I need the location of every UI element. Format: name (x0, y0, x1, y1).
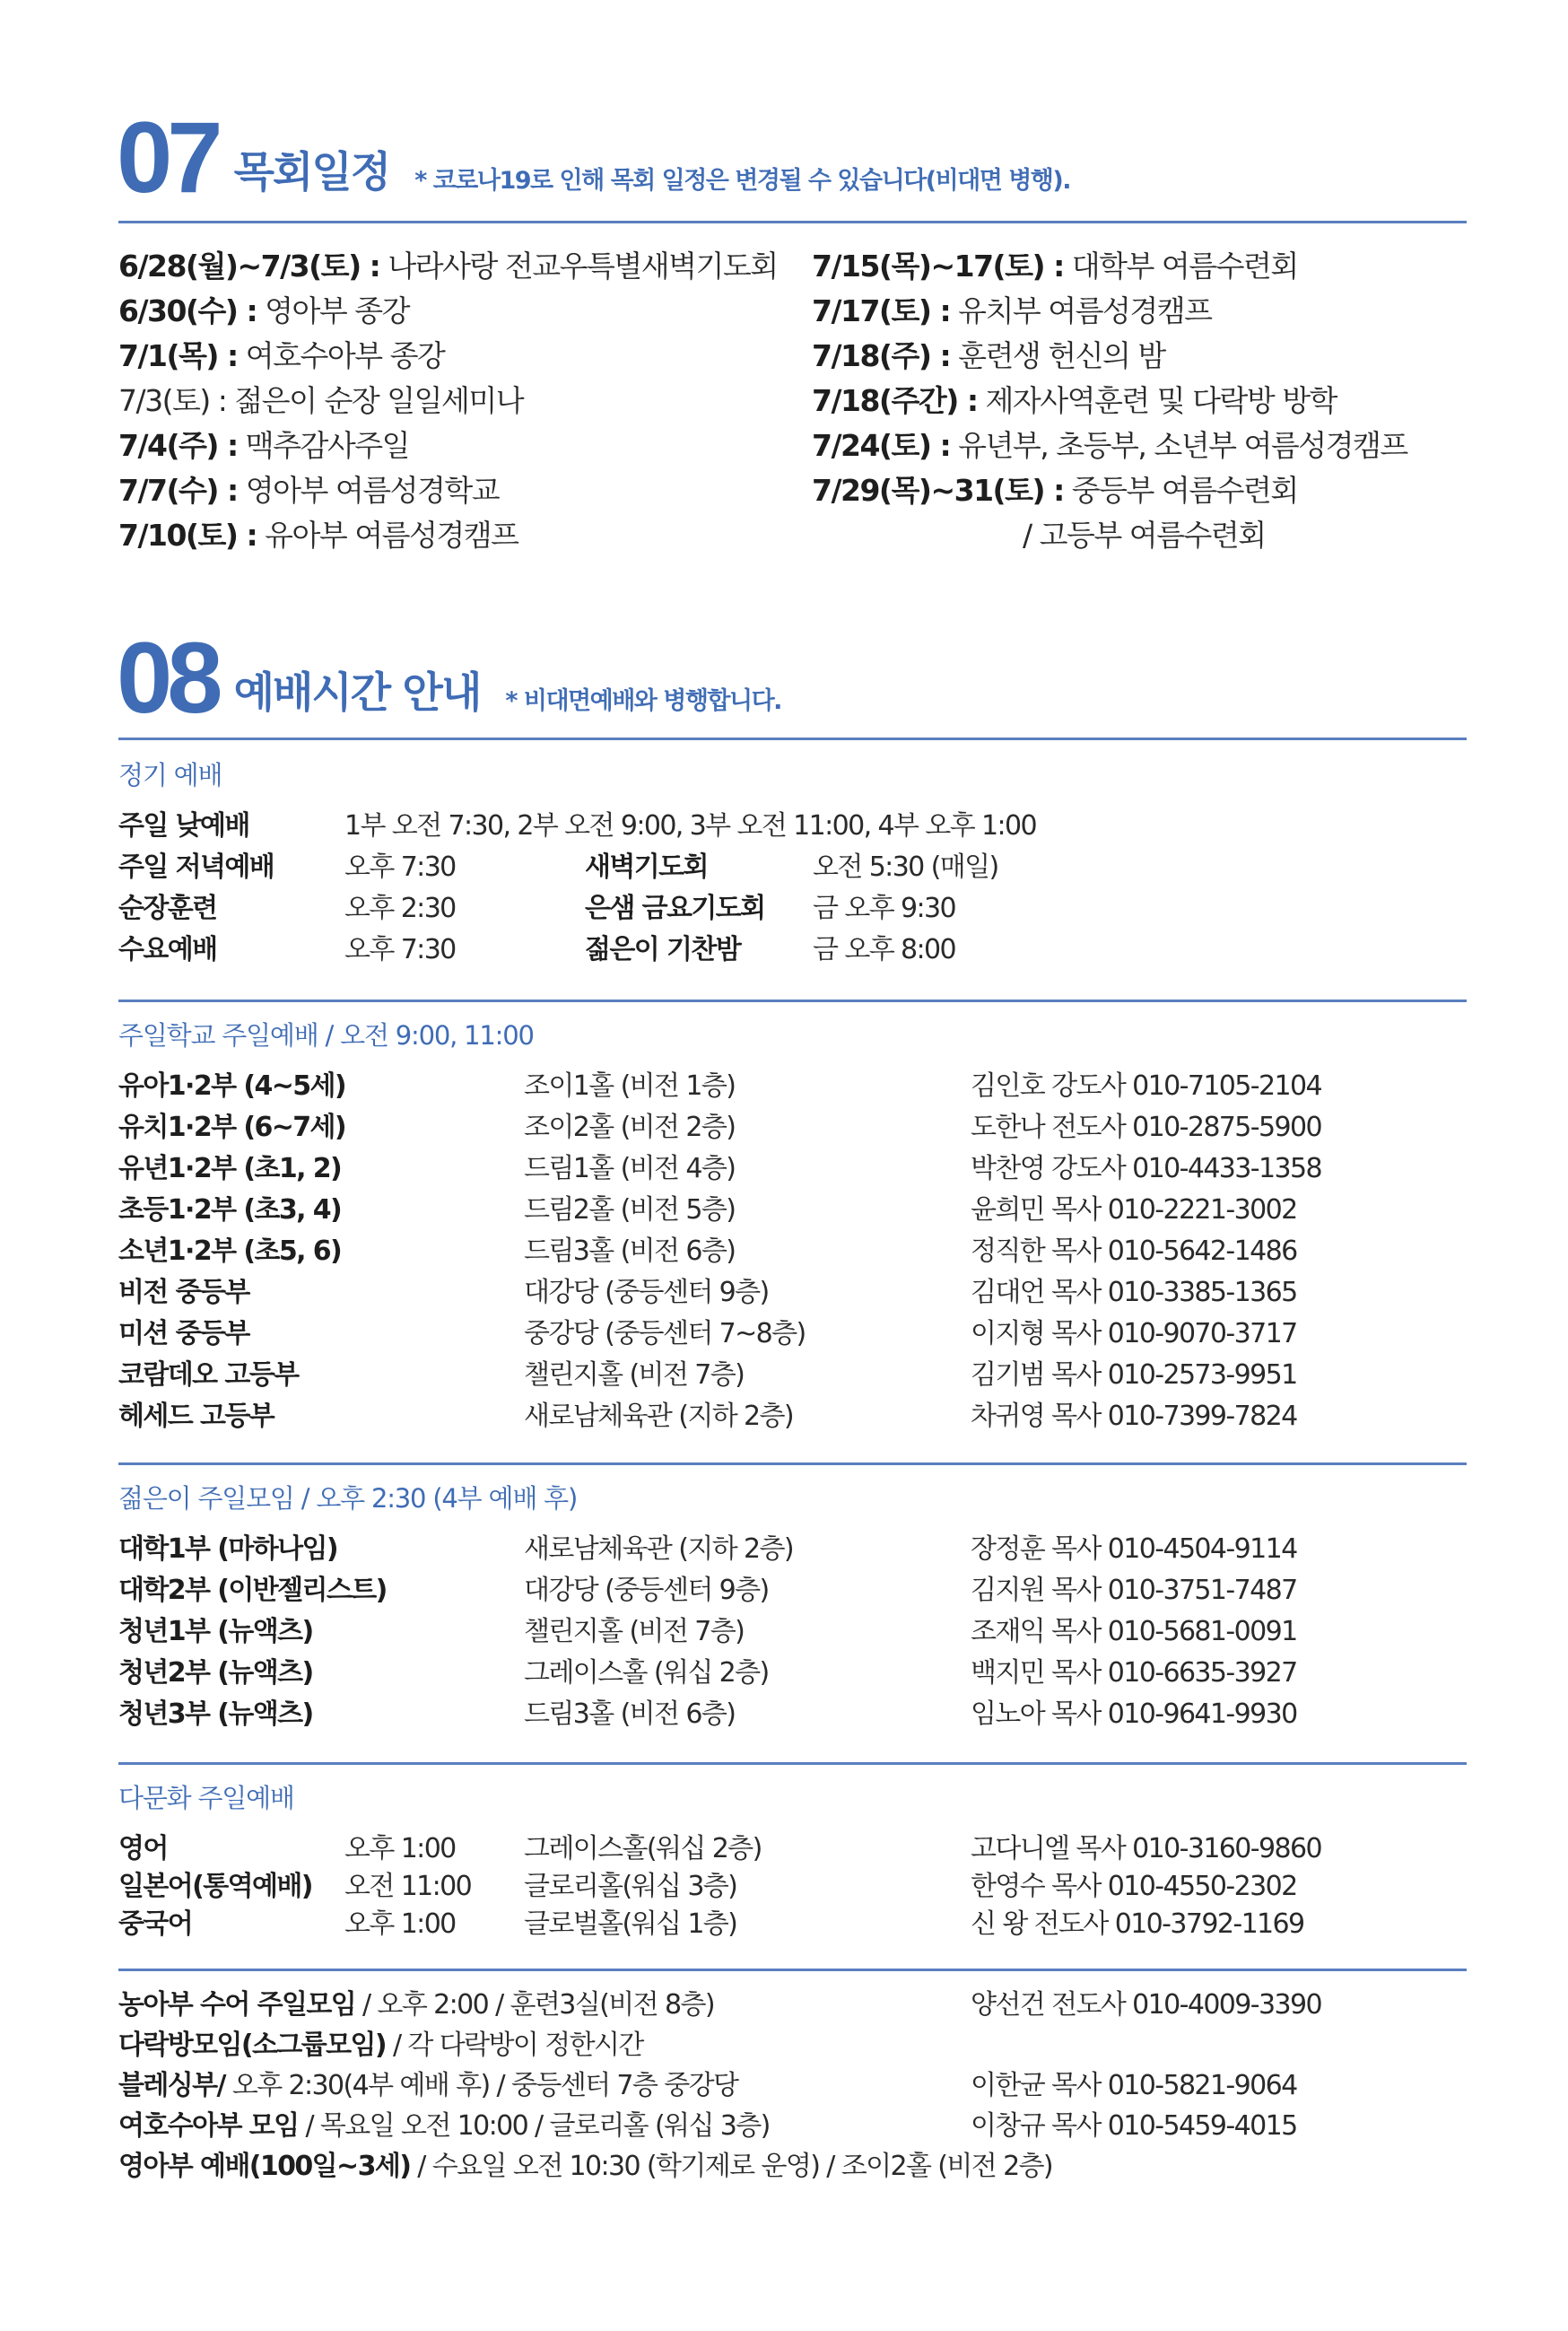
dept-name: 헤세드 고등부 (118, 1401, 274, 1432)
divider (118, 738, 1467, 740)
dept-place: 드림3홀 (비전 6층) (524, 1235, 736, 1267)
table-row (118, 1611, 1467, 1653)
schedule-date: 7/29(목)~31(토) : (812, 473, 1064, 508)
schedule-date: 7/15(목)~17(토) : (812, 249, 1064, 284)
dept-name: 청년1부 (뉴액츠) (118, 1616, 313, 1647)
multicultural-heading: 다문화 주일예배 (118, 1783, 294, 1813)
dept-name: 대학1부 (마하나임) (118, 1533, 338, 1565)
schedule-text: 영아부 여름성경학교 (237, 473, 500, 508)
other-row (118, 1985, 1467, 2026)
section-07-number: 07 (117, 101, 218, 214)
regular-row (118, 847, 1467, 888)
service-time: 오후 7:30 (344, 934, 456, 965)
schedule-date: 6/28(월)~7/3(토) : (118, 249, 380, 284)
dept-contact: 신 왕 전도사 010-3792-1169 (971, 1908, 1304, 1940)
dept-place: 드림3홀 (비전 6층) (524, 1698, 736, 1730)
section-07-note: * 코로나19로 인해 목회 일정은 변경될 수 있습니다(비대면 병행). (414, 167, 1070, 195)
dept-place: 드림2홀 (비전 5층) (524, 1194, 736, 1226)
service-time: 금 오후 9:30 (813, 893, 955, 924)
table-row (118, 1829, 1467, 1870)
heading-sub: / 오후 2:30 (4부 예배 후) (293, 1483, 578, 1514)
section-08-note: * 비대면예배와 병행합니다. (505, 687, 781, 715)
schedule-item (812, 379, 1407, 423)
dept-place: 그레이스홀(워십 2층) (524, 1833, 762, 1864)
dept-place: 대강당 (중등센터 9층) (524, 1277, 769, 1308)
schedule-date: 6/30(수) : (118, 293, 257, 328)
dept-name: 유아1·2부 (4~5세) (118, 1070, 346, 1102)
schedule-item (118, 468, 778, 513)
divider (118, 1000, 1467, 1002)
gathering-name: 영아부 예배(100일~3세) (118, 2151, 411, 2182)
divider (118, 1462, 1467, 1465)
schedule-item (812, 423, 1407, 468)
sunday-school-heading (118, 1016, 534, 1052)
language-name: 영어 (118, 1833, 168, 1864)
schedule-text: 제자사역훈련 및 다락방 방학 (977, 383, 1337, 418)
dept-place: 그레이스홀 (워십 2층) (524, 1657, 769, 1689)
schedule-date: 7/17(토) : (812, 293, 951, 328)
dept-contact: 양선건 전도사 010-4009-3390 (971, 1989, 1321, 2021)
dept-contact: 윤희민 목사 010-2221-3002 (971, 1194, 1297, 1226)
other-row (118, 2025, 1467, 2066)
gathering-info (118, 2025, 643, 2066)
service-name: 수요예배 (118, 934, 217, 965)
schedule-date: 7/24(토) : (812, 428, 951, 463)
gathering-detail: / 수요일 오전 10:30 (학기제로 운영) / 조이2홀 (비전 2층) (410, 2151, 1053, 2182)
gathering-name: 블레싱부/ (118, 2070, 225, 2101)
schedule-text: 유치부 여름성경캠프 (950, 293, 1212, 328)
schedule-date: 7/18(주간) : (812, 383, 978, 418)
dept-name: 미션 중등부 (118, 1318, 249, 1349)
dept-place: 새로남체육관 (지하 2층) (524, 1401, 793, 1432)
regular-row (118, 806, 1467, 847)
schedule-date: 7/18(주) : (812, 338, 951, 373)
other-row (118, 2146, 1467, 2187)
section-08-title: 예배시간 안내 (233, 668, 481, 718)
schedule-item (118, 244, 778, 289)
dept-contact: 조재익 목사 010-5681-0091 (971, 1616, 1297, 1647)
service-time: 오전 11:00 (344, 1871, 472, 1902)
schedule-item (812, 334, 1407, 379)
schedule-item (118, 513, 778, 558)
schedule-text: 나라사랑 전교우특별새벽기도회 (379, 249, 778, 284)
dept-contact: 정직한 목사 010-5642-1486 (971, 1235, 1297, 1267)
gathering-info (118, 1985, 714, 2026)
service-time: 오전 5:30 (매일) (813, 851, 998, 883)
table-row (118, 1570, 1467, 1611)
service-name: 젊은이 기찬밤 (585, 934, 741, 965)
schedule-item (118, 423, 778, 468)
regular-row (118, 888, 1467, 930)
schedule-item (118, 379, 778, 423)
schedule-text: 여호수아부 종강 (237, 338, 445, 373)
dept-place: 글로벌홀(워십 1층) (524, 1908, 737, 1940)
dept-name: 코람데오 고등부 (118, 1359, 299, 1391)
service-time: 오후 7:30 (344, 851, 456, 883)
service-time: 1부 오전 7:30, 2부 오전 9:00, 3부 오전 11:00, 4부 오후 1:00 (344, 810, 1036, 842)
dept-contact: 이창규 목사 010-5459-4015 (971, 2110, 1297, 2142)
service-name: 순장훈련 (118, 893, 217, 924)
table-row (118, 1107, 1467, 1148)
dept-contact: 백지민 목사 010-6635-3927 (971, 1657, 1297, 1689)
table-row (118, 1653, 1467, 1694)
divider (118, 221, 1467, 223)
schedule-right (812, 244, 1407, 558)
service-time: 오후 1:00 (344, 1833, 456, 1864)
service-name: 은샘 금요기도회 (585, 893, 765, 924)
dept-contact: 도한나 전도사 010-2875-5900 (971, 1112, 1321, 1143)
schedule-text: 훈련생 헌신의 밤 (950, 338, 1165, 373)
other-row (118, 2065, 1467, 2107)
table-row (118, 1272, 1467, 1314)
table-row (118, 1190, 1467, 1231)
dept-name: 초등1·2부 (초3, 4) (118, 1194, 342, 1226)
schedule-text: 7/3(토) : 젊은이 순장 일일세미나 (118, 383, 524, 418)
dept-contact: 차귀영 목사 010-7399-7824 (971, 1401, 1297, 1432)
service-time: 금 오후 8:00 (813, 934, 955, 965)
gathering-name: 여호수아부 모임 (118, 2110, 299, 2142)
schedule-date: 7/1(목) : (118, 338, 238, 373)
gathering-info (118, 2065, 737, 2107)
heading-sub: / 오전 9:00, 11:00 (318, 1020, 534, 1051)
divider (118, 1762, 1467, 1765)
schedule-text: 유아부 여름성경캠프 (257, 518, 518, 553)
dept-name: 유년1·2부 (초1, 2) (118, 1153, 342, 1184)
dept-place: 조이2홀 (비전 2층) (524, 1112, 736, 1143)
regular-worship-heading: 정기 예배 (118, 760, 222, 790)
table-row (118, 1355, 1467, 1396)
dept-name: 비전 중등부 (118, 1277, 249, 1308)
dept-contact: 김대언 목사 010-3385-1365 (971, 1277, 1297, 1308)
other-row (118, 2106, 1467, 2147)
dept-place: 챌린지홀 (비전 7층) (524, 1359, 745, 1391)
dept-name: 대학2부 (이반젤리스트) (118, 1575, 387, 1606)
dept-contact: 고다니엘 목사 010-3160-9860 (971, 1833, 1321, 1864)
table-row (118, 1314, 1467, 1355)
service-name: 주일 낮예배 (118, 810, 249, 842)
service-name: 새벽기도회 (585, 851, 708, 883)
gathering-info (118, 2106, 770, 2147)
dept-place: 중강당 (중등센터 7~8층) (524, 1318, 806, 1349)
dept-name: 청년2부 (뉴액츠) (118, 1657, 313, 1689)
table-row (118, 1694, 1467, 1735)
schedule-item (118, 334, 778, 379)
divider (118, 1969, 1467, 1971)
table-row (118, 1148, 1467, 1190)
section-07-header (117, 101, 1070, 214)
table-row (118, 1529, 1467, 1570)
dept-place: 글로리홀(워십 3층) (524, 1871, 737, 1902)
dept-contact: 이한균 목사 010-5821-9064 (971, 2070, 1297, 2101)
section-07-title: 목회일정 (233, 148, 390, 197)
language-name: 중국어 (118, 1908, 193, 1940)
dept-contact: 박찬영 강도사 010-4433-1358 (971, 1153, 1321, 1184)
schedule-text: 유년부, 초등부, 소년부 여름성경캠프 (950, 428, 1407, 463)
schedule-item (118, 289, 778, 334)
schedule-text: 대학부 여름수련회 (1063, 249, 1298, 284)
schedule-item (812, 289, 1407, 334)
dept-name: 유치1·2부 (6~7세) (118, 1112, 346, 1143)
dept-contact: 김인호 강도사 010-7105-2104 (971, 1070, 1321, 1102)
heading-label: 주일학교 주일예배 (118, 1020, 318, 1051)
gathering-detail: / 각 다락방이 정한시간 (386, 2030, 643, 2061)
table-row (118, 1904, 1467, 1945)
dept-contact: 장정훈 목사 010-4504-9114 (971, 1533, 1297, 1565)
table-row (118, 1231, 1467, 1272)
table-row (118, 1066, 1467, 1107)
schedule-item-continued: / 고등부 여름수련회 (1023, 518, 1266, 553)
schedule-text: 중등부 여름수련회 (1063, 473, 1298, 508)
dept-contact: 김기범 목사 010-2573-9951 (971, 1359, 1297, 1391)
service-time: 오후 1:00 (344, 1908, 456, 1940)
table-row (118, 1866, 1467, 1908)
dept-place: 조이1홀 (비전 1층) (524, 1070, 736, 1102)
schedule-item (812, 468, 1407, 513)
section-08-number: 08 (117, 622, 218, 734)
table-row (118, 1396, 1467, 1437)
gathering-name: 농아부 수어 주일모임 (118, 1989, 356, 2021)
dept-contact: 김지원 목사 010-3751-7487 (971, 1575, 1297, 1606)
dept-name: 소년1·2부 (초5, 6) (118, 1235, 342, 1267)
young-adults-heading (118, 1479, 577, 1515)
schedule-date: 7/4(주) : (118, 428, 238, 463)
dept-name: 청년3부 (뉴액츠) (118, 1698, 313, 1730)
service-name: 주일 저녁예배 (118, 851, 274, 883)
dept-place: 드림1홀 (비전 4층) (524, 1153, 736, 1184)
schedule-text: 영아부 종강 (257, 293, 410, 328)
schedule-item (812, 244, 1407, 289)
dept-contact: 한영수 목사 010-4550-2302 (971, 1871, 1297, 1902)
dept-contact: 이지형 목사 010-9070-3717 (971, 1318, 1297, 1349)
gathering-detail: / 목요일 오전 10:00 / 글로리홀 (워십 3층) (298, 2110, 770, 2142)
schedule-date: 7/7(수) : (118, 473, 238, 508)
language-name: 일본어(통역예배) (118, 1871, 312, 1902)
dept-contact: 임노아 목사 010-9641-9930 (971, 1698, 1297, 1730)
section-08-header (117, 622, 781, 734)
gathering-info (118, 2146, 1052, 2187)
regular-row (118, 930, 1467, 971)
dept-place: 대강당 (중등센터 9층) (524, 1575, 769, 1606)
schedule-text: 맥추감사주일 (237, 428, 409, 463)
gathering-detail: / 오후 2:00 / 훈련3실(비전 8층) (355, 1989, 714, 2021)
dept-place: 챌린지홀 (비전 7층) (524, 1616, 745, 1647)
dept-place: 새로남체육관 (지하 2층) (524, 1533, 793, 1565)
service-time: 오후 2:30 (344, 893, 456, 924)
schedule-left (118, 244, 778, 558)
schedule-date: 7/10(토) : (118, 518, 257, 553)
gathering-name: 다락방모임(소그룹모임) (118, 2030, 387, 2061)
gathering-detail: 오후 2:30(4부 예배 후) / 중등센터 7층 중강당 (224, 2070, 738, 2101)
heading-label: 젊은이 주일모임 (118, 1483, 294, 1514)
